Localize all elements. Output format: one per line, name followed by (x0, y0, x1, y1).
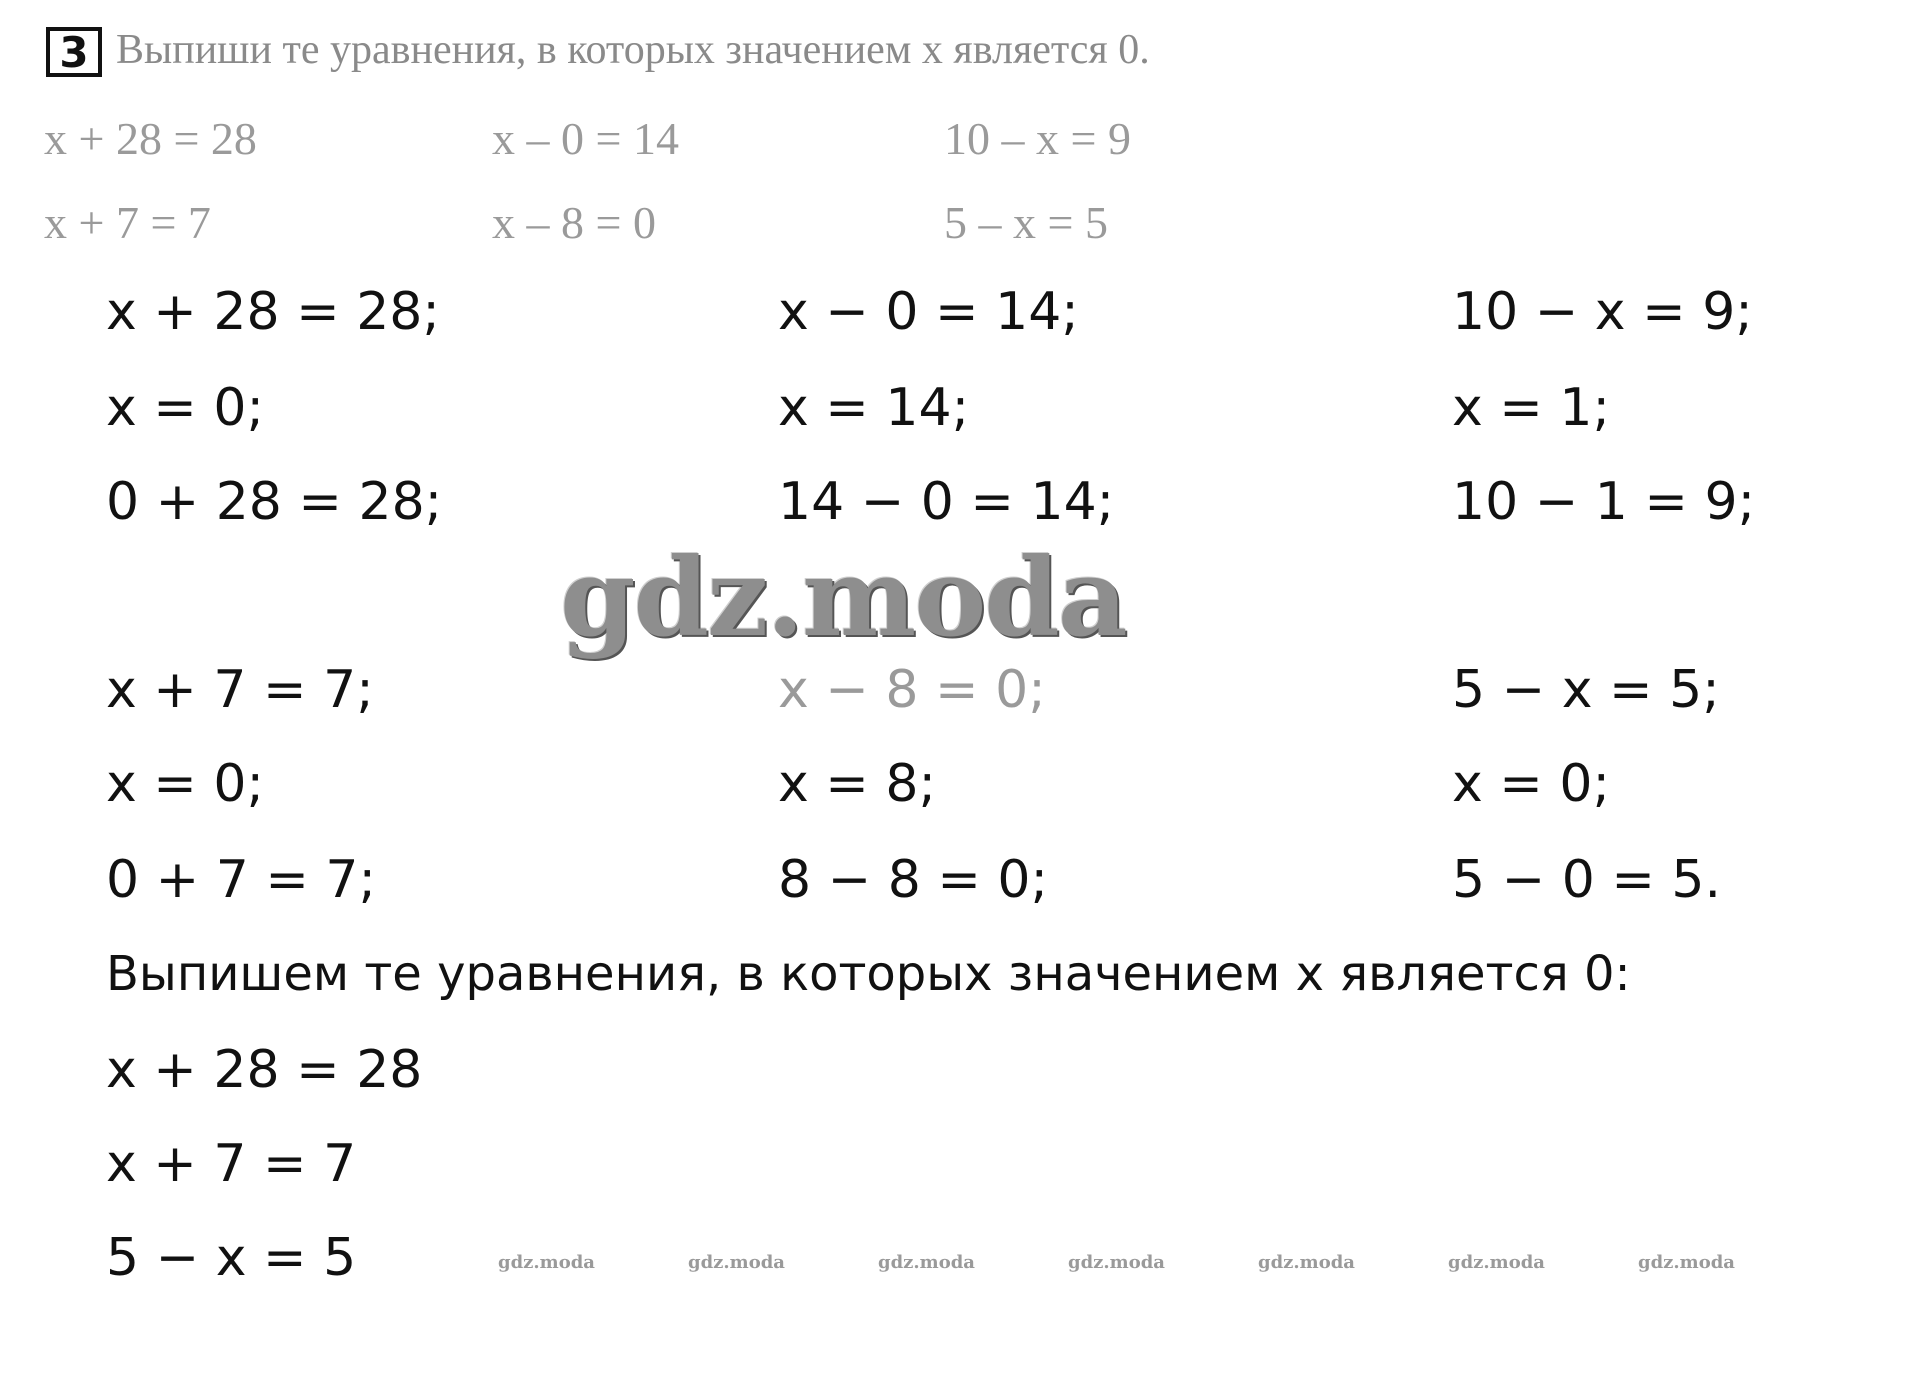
given-equation: x – 8 = 0 (492, 197, 656, 248)
watermark-small: gdz.moda (878, 1252, 975, 1273)
solution-line: 0 + 28 = 28; (106, 472, 443, 532)
given-equation: x – 0 = 14 (492, 113, 679, 164)
answer-equation: 5 − x = 5 (106, 1228, 357, 1288)
solution-line: x − 0 = 14; (778, 282, 1079, 342)
given-equation: x + 7 = 7 (44, 197, 211, 248)
watermark-small: gdz.moda (1448, 1252, 1545, 1273)
given-equation: 10 – x = 9 (944, 113, 1131, 164)
solution-line: x + 28 = 28; (106, 282, 440, 342)
watermark-small: gdz.moda (498, 1252, 595, 1273)
solution-line: 5 − x = 5; (1452, 660, 1720, 720)
given-equation: x + 28 = 28 (44, 113, 257, 164)
solution-line: x + 7 = 7; (106, 660, 374, 720)
solution-line: 8 − 8 = 0; (778, 850, 1049, 910)
solution-line: 14 − 0 = 14; (778, 472, 1115, 532)
solution-line: x = 0; (106, 378, 265, 438)
solution-line: x = 1; (1452, 378, 1611, 438)
conclusion-heading: Выпишем те уравнения, в которых значением x является 0: (106, 946, 1631, 1002)
watermark-small: gdz.moda (1068, 1252, 1165, 1273)
solution-line: 10 − 1 = 9; (1452, 472, 1756, 532)
watermark-small: gdz.moda (1258, 1252, 1355, 1273)
given-equation: 5 – x = 5 (944, 197, 1108, 248)
solution-line: 0 + 7 = 7; (106, 850, 377, 910)
solution-line: x = 0; (106, 754, 265, 814)
solution-line: 10 − x = 9; (1452, 282, 1753, 342)
solution-line: x − 8 = 0; (778, 660, 1046, 720)
task-instruction: Выпиши те уравнения, в которых значением x является 0. (116, 27, 1150, 73)
task-number: 3 (46, 27, 102, 77)
solution-line: x = 8; (778, 754, 937, 814)
solution-line: 5 − 0 = 5. (1452, 850, 1722, 910)
watermark-small: gdz.moda (1638, 1252, 1735, 1273)
answer-equation: x + 28 = 28 (106, 1040, 423, 1100)
watermark-small: gdz.moda (688, 1252, 785, 1273)
answer-equation: x + 7 = 7 (106, 1134, 357, 1194)
solution-line: x = 0; (1452, 754, 1611, 814)
watermark-logo: gdz.moda (560, 535, 1126, 661)
solution-line: x = 14; (778, 378, 970, 438)
